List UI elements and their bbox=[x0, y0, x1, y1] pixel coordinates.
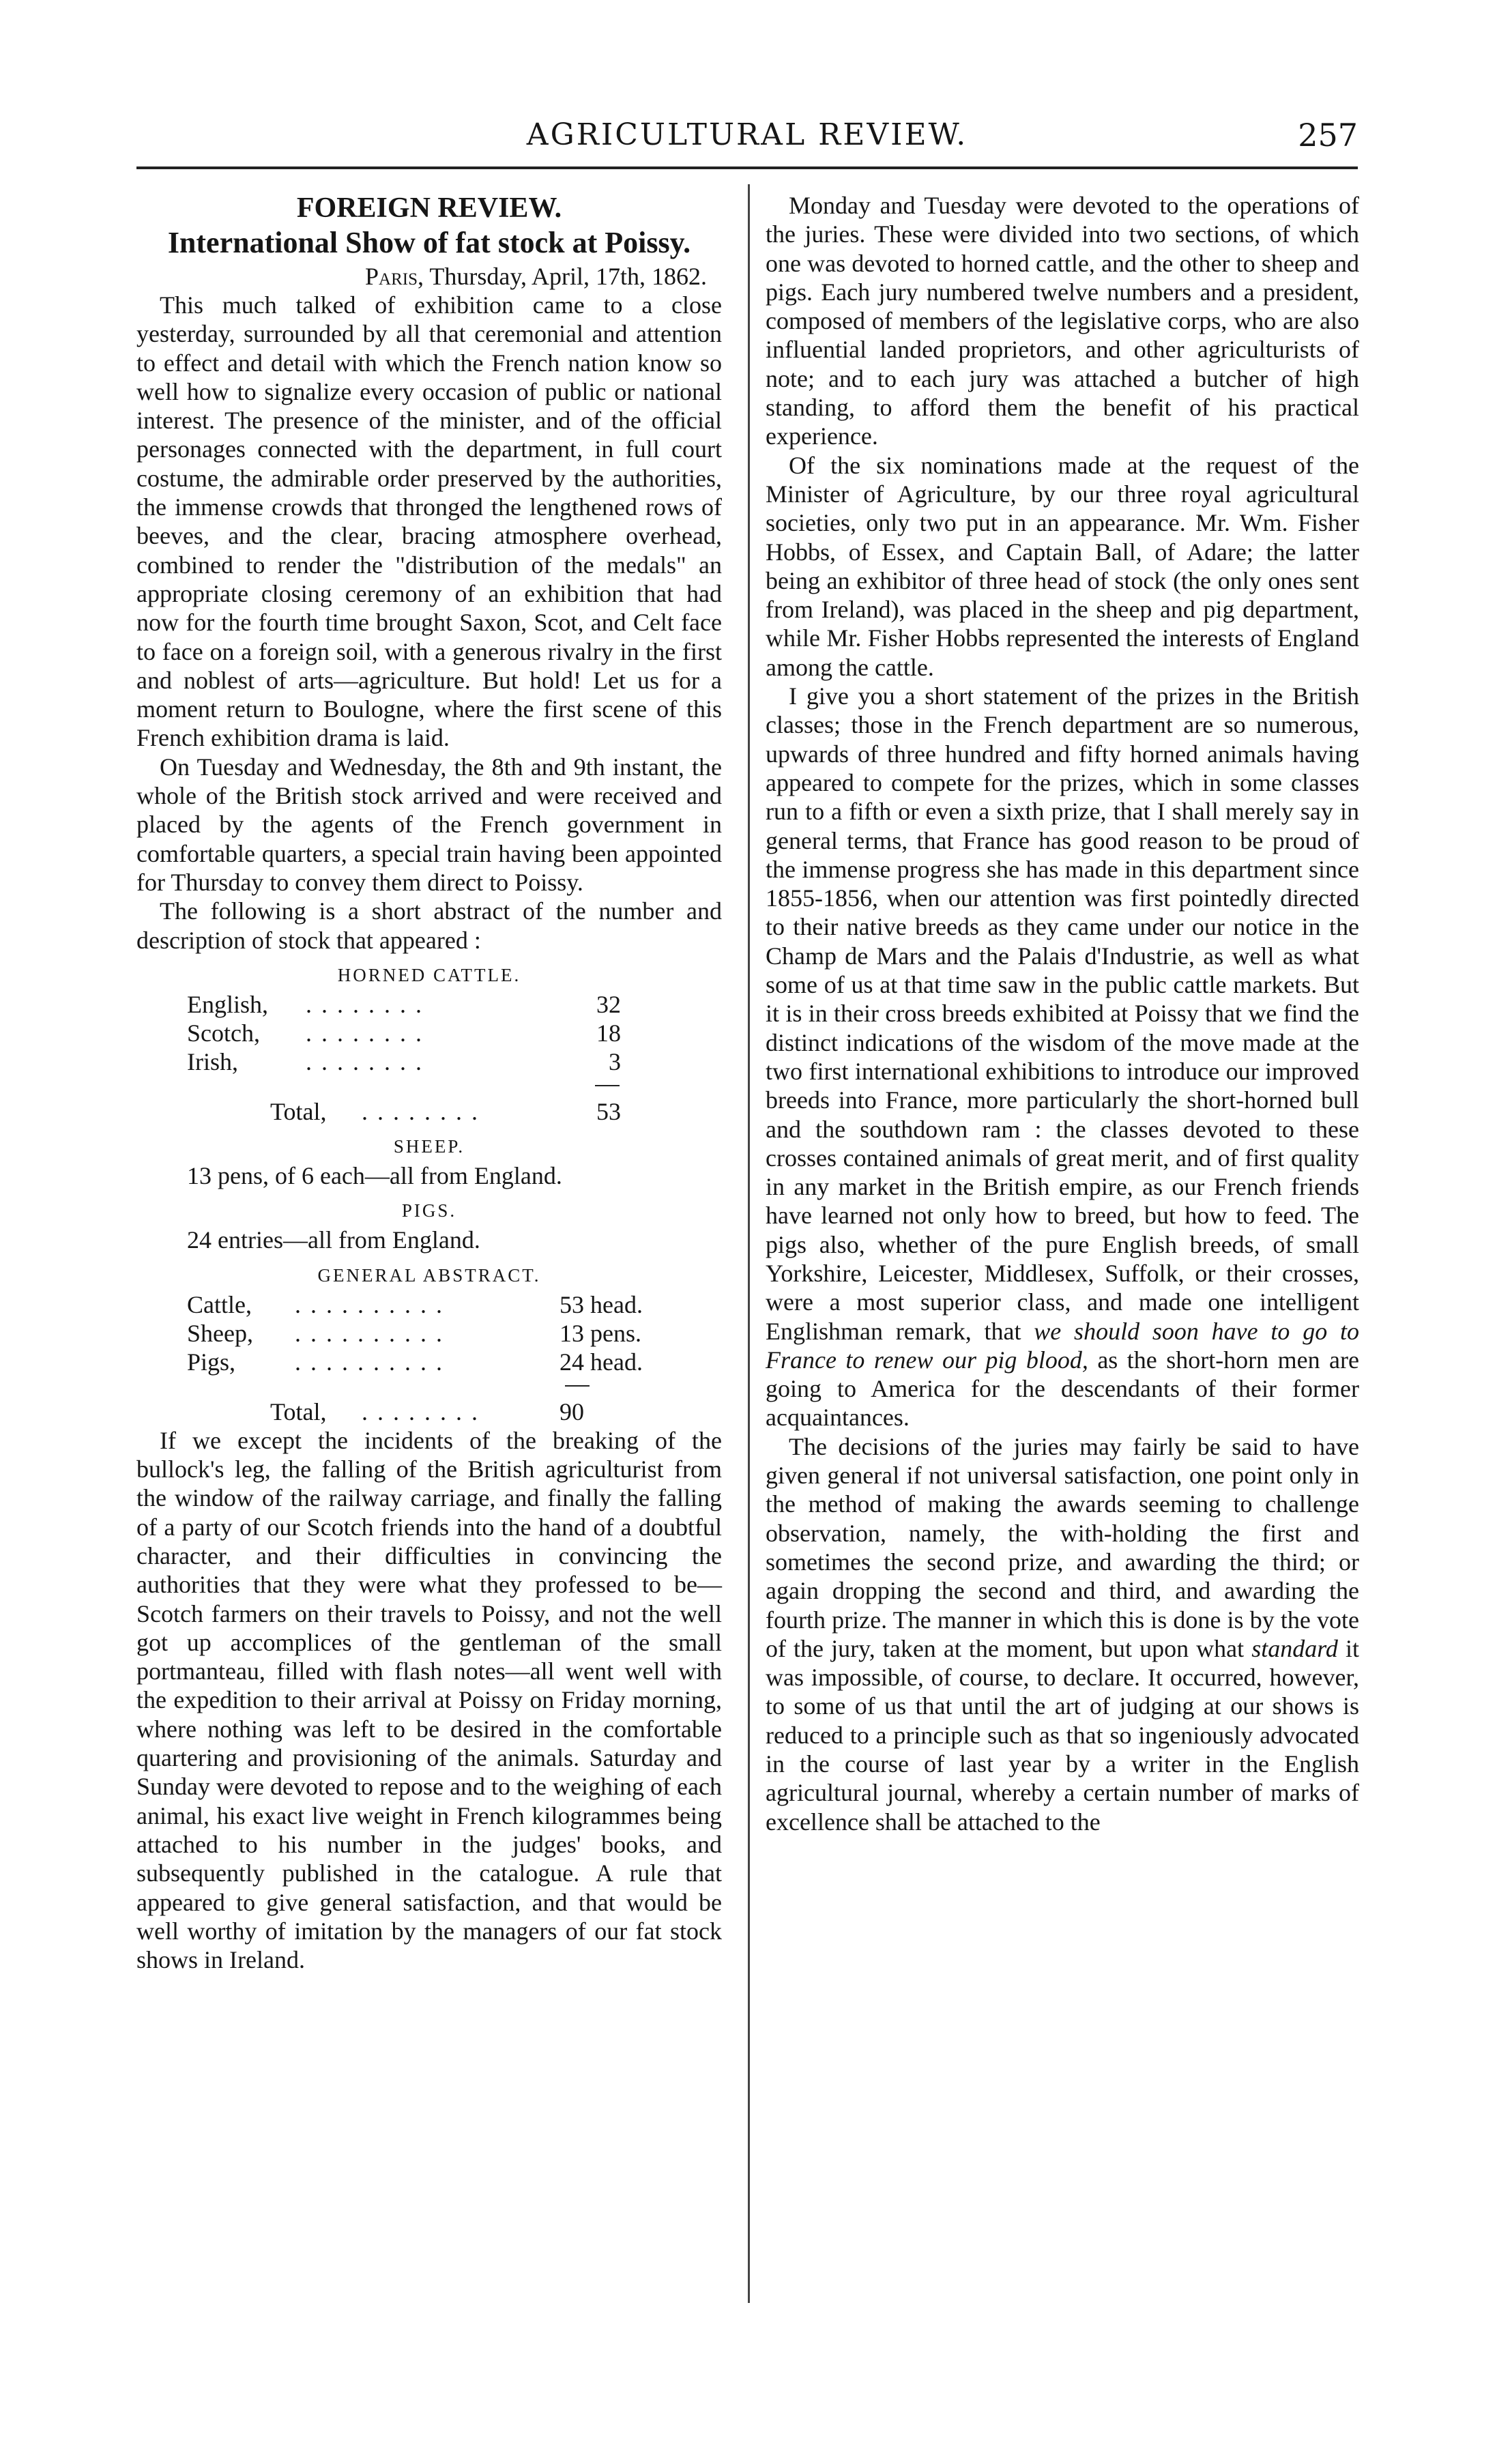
row-value: 18 bbox=[596, 1019, 621, 1047]
row-label: Total, bbox=[270, 1397, 327, 1425]
running-head bbox=[136, 115, 1358, 156]
row-value: 24 head. bbox=[559, 1348, 643, 1376]
stock-table bbox=[136, 960, 722, 1426]
row-leader: .......... bbox=[295, 1290, 452, 1318]
row-label: Irish, bbox=[187, 1048, 238, 1076]
table-row bbox=[136, 1019, 722, 1047]
paragraph-text: as the short-horn men are going to America for the descendants of their former acquaintances. bbox=[766, 1346, 1359, 1432]
row-label: English, bbox=[187, 990, 269, 1018]
row-leader: ........ bbox=[362, 1397, 487, 1425]
left-column bbox=[136, 191, 722, 1974]
paragraph-text: I give you a short statement of the prizes in the British classes; those in the French department are so numerous, upwards of three hundred and fifty horned animals having appeared to compete for the prizes, which in some classes run to a fifth or even a sixth prize, that I shall merely say in general terms, that France has good reason to be proud of the immense progress she has made in this department since 1855-1856, when our attention was first pointedly directed to their native breeds as they came under our notice in the Champ de Mars and the Palais d'Industrie, as well as what some of us at that time saw in the public cattle markets. But it is in their cross breeds exhibited at Poissy that we find the distinct indications of the wisdom of the move made at the two first international exhibitions to introduce our improved breeds into France, more particularly the short-horned bull and the southdown ram : the classes devoted to these crosses contained animals of great merit, and of first quality in any market in the British empire, as our French friends have learned not only how to breed, but how to feed. The pigs also, whether of the pure English breeds, of small Yorkshire, Leicester, Middlesex, Suffolk, or their crosses, were a most superior class, and made one intelligent Englishman remark, that bbox=[766, 682, 1359, 1345]
row-label: Scotch, bbox=[187, 1019, 260, 1047]
paragraph-text: The decisions of the juries may fairly be said to have given general if not universal satisfaction, one point only in the method of making the awards seeming to challenge observation, namely, the with-holding the first and sometimes the second prize, and awarding the third; or again dropping the second and third, and awarding the fourth prize. The manner in which this is done is by the vote of the jury, taken at the moment, but upon what bbox=[766, 1432, 1359, 1662]
row-value: 32 bbox=[596, 990, 621, 1018]
table-total-row bbox=[136, 1097, 722, 1126]
row-label: Total, bbox=[270, 1097, 327, 1125]
row-value: 53 head. bbox=[559, 1290, 643, 1318]
header-rule bbox=[136, 166, 1358, 169]
paragraph: The following is a short abstract of the number and description of stock that appeared : bbox=[136, 897, 722, 954]
paragraph: If we except the incidents of the breaking of the bullock's leg, the falling of the British agriculturist from the window of the railway carriage, and finally the falling of a party of our Scotch friends into the hand of a doubtful character, and their difficulties in convincing the authorities that they were what they professed to be—Scotch farmers on their travels to Poissy, and not the well got up accomplices of the gentleman of the small portmanteau, filled with flash notes—all went well with the expedition to their arrival at Poissy on Friday morning, where nothing was left to be desired in the comfortable quartering and provisioning of the animals. Saturday and Sunday were devoted to repose and to the weighing of each animal, his exact live weight in French kilogrammes being attached to his number in the judges' books, and subsequently published in the catalogue. A rule that appeared to give general satisfaction, and that would be well worthy of imitation by the managers of our fat stock shows in Ireland. bbox=[136, 1426, 722, 1974]
total-rule bbox=[136, 1077, 722, 1097]
row-leader: ........ bbox=[306, 990, 431, 1018]
table-heading-pigs: PIGS. bbox=[401, 1200, 457, 1221]
table-row bbox=[136, 1290, 722, 1319]
dateline-date: Thursday, April, 17th, 1862. bbox=[424, 263, 707, 290]
row-leader: ........ bbox=[306, 1048, 431, 1076]
row-value: 13 pens. bbox=[559, 1319, 641, 1347]
table-row bbox=[136, 1319, 722, 1348]
table-heading-general-abstract: GENERAL ABSTRACT. bbox=[317, 1264, 541, 1286]
table-heading-horned-cattle: HORNED CATTLE. bbox=[337, 964, 521, 985]
row-value: 53 bbox=[596, 1097, 621, 1125]
row-leader: ........ bbox=[306, 1019, 431, 1047]
row-label: Cattle, bbox=[187, 1290, 252, 1318]
column-divider bbox=[748, 184, 750, 2303]
article-title: International Show of fat stock at Poissy. bbox=[167, 226, 691, 259]
table-heading-sheep: SHEEP. bbox=[393, 1136, 465, 1157]
running-title: AGRICULTURAL REVIEW. bbox=[526, 117, 968, 152]
table-row bbox=[136, 1348, 722, 1376]
paragraph bbox=[766, 1432, 1359, 1836]
row-label: Pigs, bbox=[187, 1348, 236, 1376]
paragraph-text: it was impossible, of course, to declare. It occurred, however, to some of us that until the art of judging at our shows is reduced to a principle such as that so ingeniously advocated in the course of last year by a writer in the English agricultural journal, whereby a certain number of marks of excellence shall be attached to the bbox=[766, 1634, 1360, 1836]
dateline bbox=[136, 262, 722, 291]
paragraph: Of the six nominations made at the request of the Minister of Agriculture, by our three royal agricultural societies, only two put in an appearance. Mr. Wm. Fisher Hobbs, of Essex, and Captain Ball, of Adare; the latter being an exhibitor of three head of stock (the only ones sent from Ireland), was placed in the sheep and pig department, while Mr. Fisher Hobbs represented the interests of England among the cattle. bbox=[766, 451, 1359, 681]
page-number: 257 bbox=[1298, 117, 1358, 154]
paragraph bbox=[766, 682, 1359, 1432]
row-leader: ........ bbox=[362, 1097, 487, 1125]
italic-quote: we should soon have to go to France to renew our pig blood, bbox=[766, 1317, 1359, 1374]
italic-word: standard bbox=[1251, 1634, 1338, 1662]
paragraph: On Tuesday and Wednesday, the 8th and 9th instant, the whole of the British stock arrived and were received and placed by the agents of the French government in comfortable quarters, a special train having been appointed for Thursday to convey them direct to Poissy. bbox=[136, 753, 722, 896]
table-row bbox=[136, 1047, 722, 1076]
dateline-city: Paris, bbox=[365, 263, 424, 290]
row-value: 90 bbox=[559, 1397, 584, 1425]
right-column bbox=[766, 191, 1359, 1836]
table-total-row bbox=[136, 1397, 722, 1426]
paragraph: Monday and Tuesday were devoted to the operations of the juries. These were divided into two sections, of which one was devoted to horned cattle, and the other to sheep and pigs. Each jury numbered twelve numbers and a president, composed of members of the legislative corps, who are also influential landed proprietors, and other agriculturists of note; and to each jury was attached a butcher of high standing, to afford them the benefit of his practical experience. bbox=[766, 192, 1359, 450]
table-row bbox=[136, 990, 722, 1019]
paragraph: This much talked of exhibition came to a close yesterday, surrounded by all that ceremonial and attention to effect and detail with which the French nation know so well how to signalize every occasion of public or national interest. The presence of the minister, and of the official personages connected with the department, in full court costume, the admirable order preserved by the authorities, the immense crowds that thronged the lengthened rows of beeves, and the clear, bracing atmosphere overhead, combined to render the "distribution of the medals" an appropriate closing ceremony of an exhibition that had now for the fourth time brought Saxon, Scot, and Celt face to face on a foreign soil, with a generous rivalry in the first and noblest of arts—agriculture. But hold! Let us for a moment return to Boulogne, where the first scene of this French exhibition drama is laid. bbox=[136, 291, 722, 752]
section-heading: FOREIGN REVIEW. bbox=[296, 192, 562, 224]
row-value: 3 bbox=[609, 1048, 621, 1076]
sheep-line: 13 pens, of 6 each—all from England. bbox=[187, 1162, 562, 1190]
row-leader: .......... bbox=[295, 1319, 452, 1347]
pigs-line: 24 entries—all from England. bbox=[187, 1226, 480, 1254]
total-rule bbox=[136, 1377, 722, 1397]
row-leader: .......... bbox=[295, 1348, 452, 1376]
row-label: Sheep, bbox=[187, 1319, 253, 1347]
